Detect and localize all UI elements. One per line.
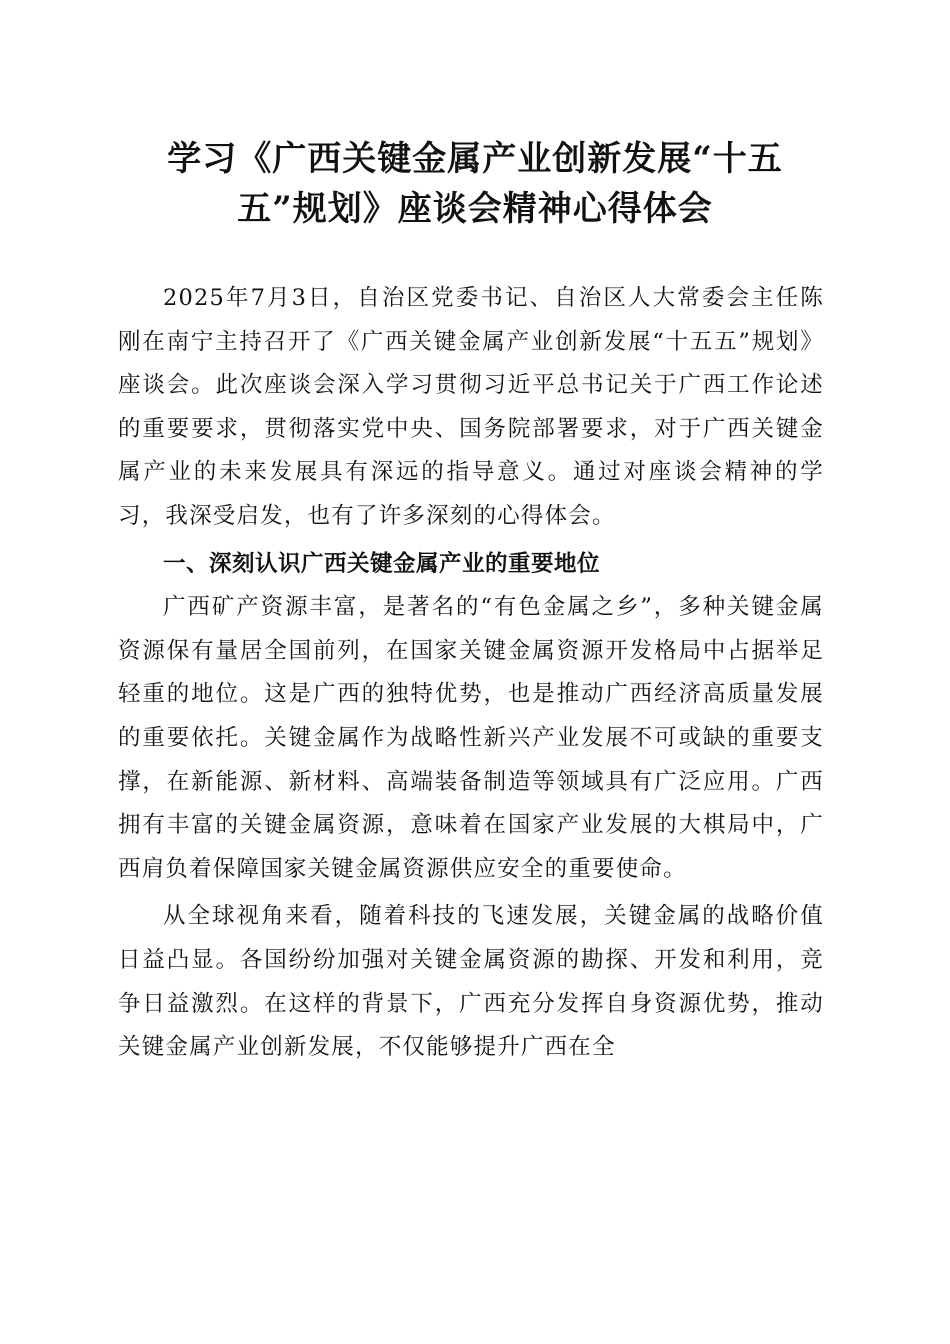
- paragraph-intro: 2025年7月3日，自治区党委书记、自治区人大常委会主任陈刚在南宁主持召开了《广西关键金属产业创新发展“十五五”规划》座谈会。此次座谈会深入学习贯彻习近平总书记关于广西工作论述的重要要求，贯彻落实党中央、国务院部署要求，对于广西关键金属产业的未来发展具有深远的指导意义。通过对座谈会精神的学习，我深受启发，也有了许多深刻的心得体会。: [118, 285, 824, 529]
- title-line-2: 五”规划》座谈会精神心得体会: [237, 189, 713, 229]
- document-body: [118, 277, 824, 1070]
- document-title: [120, 134, 830, 234]
- paragraph-global-perspective: 从全球视角来看，随着科技的飞速发展，关键金属的战略价值日益凸显。各国纷纷加强对关键金属资源的勘探、开发和利用，竞争日益激烈。在这样的背景下，广西充分发挥自身资源优势，推动关键金属产业创新发展，不仅能够提升广西在全: [118, 903, 824, 1061]
- section-heading-1: 一、深刻认识广西关键金属产业的重要地位: [163, 550, 601, 577]
- title-line-1: 学习《广西关键金属产业创新发展“十五: [167, 139, 783, 179]
- paragraph-resource-advantage: 广西矿产资源丰富，是著名的“有色金属之乡”，多种关键金属资源保有量居全国前列，在国家关键金属资源开发格局中占据举足轻重的地位。这是广西的独特优势，也是推动广西经济高质量发展的重要依托。关键金属作为战略性新兴产业发展不可或缺的重要支撑，在新能源、新材料、高端装备制造等领域具有广泛应用。广西拥有丰富的关键金属资源，意味着在国家产业发展的大棋局中，广西肩负着保障国家关键金属资源供应安全的重要使命。: [118, 594, 824, 882]
